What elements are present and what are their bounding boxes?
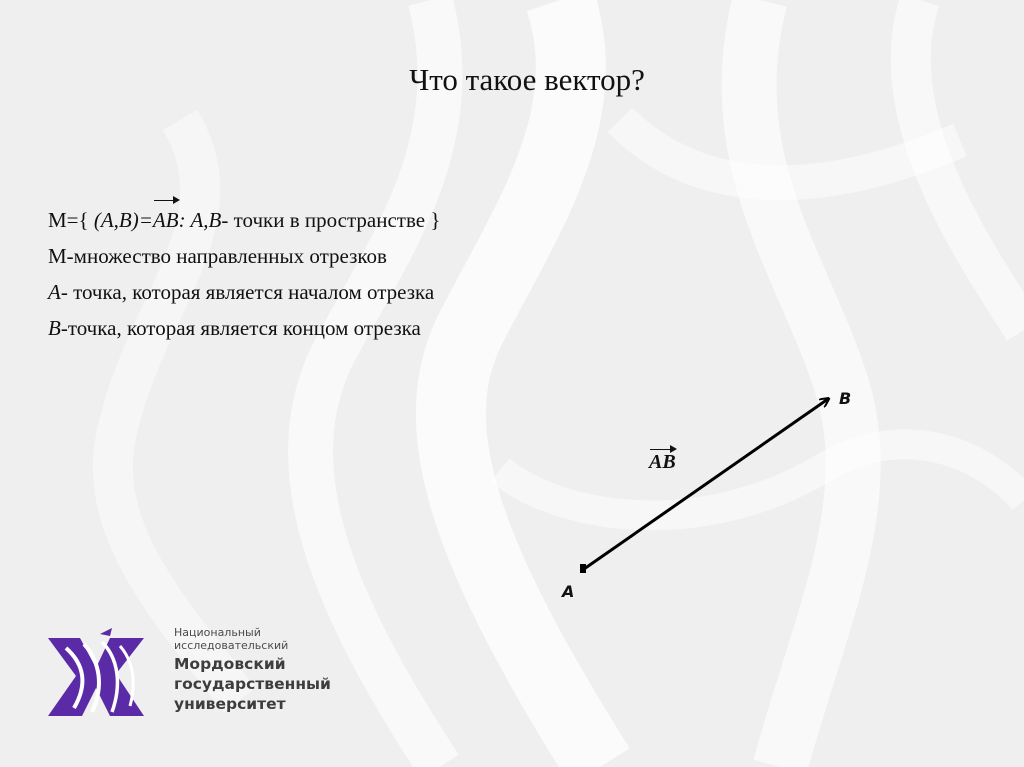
logo-line-4: государственный bbox=[174, 675, 331, 693]
point-a-label: A bbox=[562, 582, 575, 601]
logo-line-1: Национальный bbox=[174, 626, 261, 639]
point-b-label: B bbox=[839, 389, 852, 408]
var-b: B bbox=[48, 316, 61, 340]
vector-arrow bbox=[584, 399, 828, 569]
vector-ab-label-text: AB bbox=[649, 451, 676, 473]
points-text: : A,B bbox=[178, 208, 222, 232]
definition-line-2: M-множество направленных отрезков bbox=[48, 244, 387, 268]
point-a-marker bbox=[580, 564, 586, 573]
vector-ab-symbol: AB bbox=[153, 202, 179, 238]
university-emblem-icon bbox=[40, 628, 164, 720]
set-close: - точки в пространстве } bbox=[221, 208, 441, 232]
line-4-text: -точка, которая является концом отрезка bbox=[60, 316, 421, 340]
university-name bbox=[174, 626, 331, 714]
logo-line-3: Мордовский bbox=[174, 655, 286, 673]
line-3-text: - точка, которая является началом отрезка bbox=[60, 280, 435, 304]
university-logo bbox=[40, 624, 340, 724]
slide-title: Что такое вектор? bbox=[409, 62, 645, 97]
pair-text: (A,B)= bbox=[93, 208, 153, 232]
logo-line-5: университет bbox=[174, 695, 286, 713]
vector-ab-label bbox=[649, 451, 676, 474]
var-a: A bbox=[48, 280, 61, 304]
logo-line-2: исследовательский bbox=[174, 639, 289, 652]
set-open: M={ bbox=[48, 208, 94, 232]
